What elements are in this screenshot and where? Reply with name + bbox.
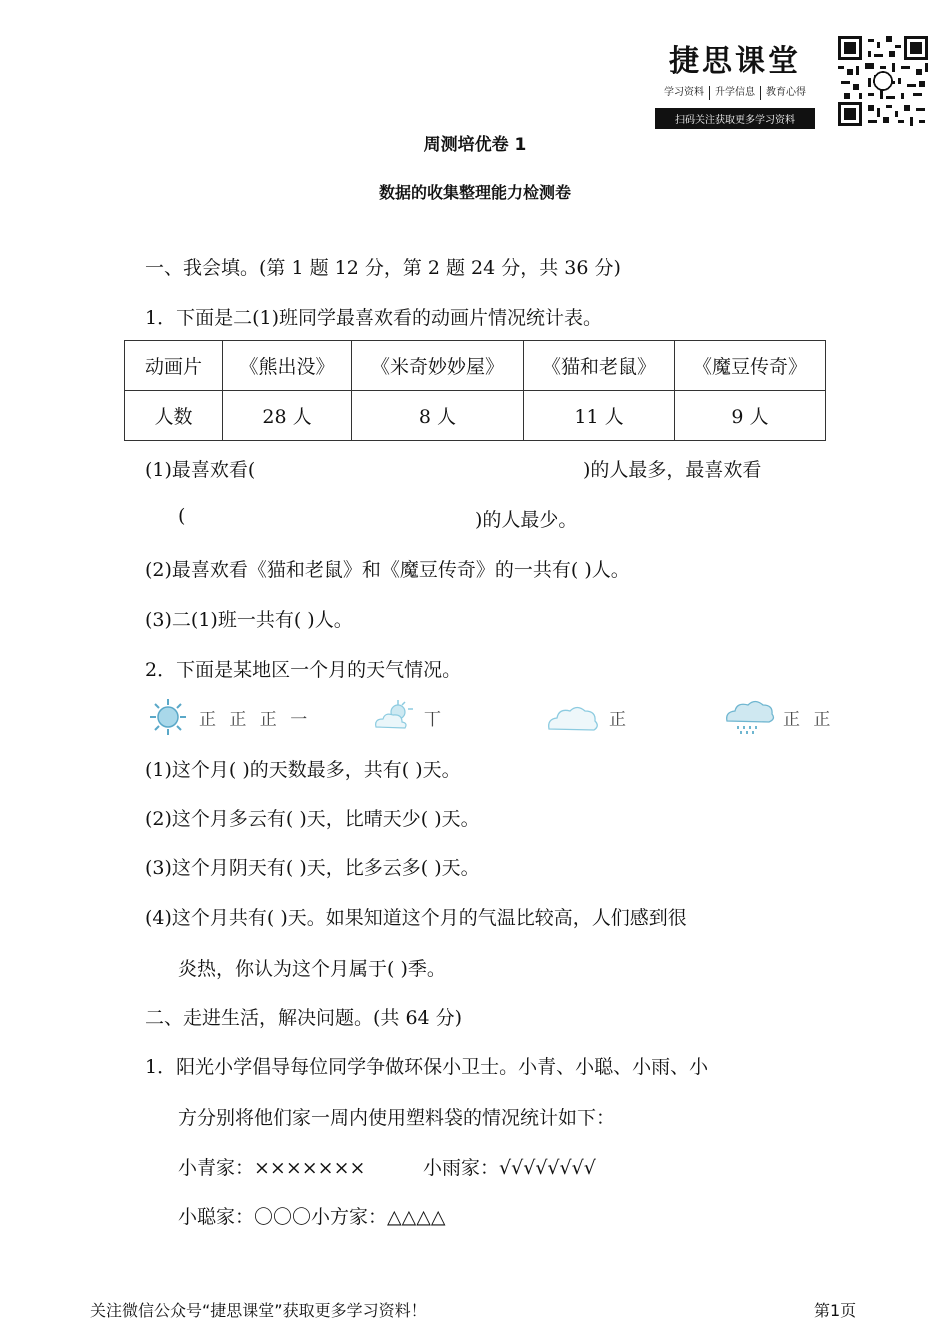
table-cell: 《猫和老鼠》 [524,341,675,391]
q1-part1-a: (1)最喜欢看( [145,459,256,481]
section2-heading: 二、走进生活，解决问题。(共 64 分) [145,1007,463,1029]
yu-family-record: 小雨家：√√√√√√√√ [423,1157,596,1179]
q2-part4-a: (4)这个月共有( )天。如果知道这个月的气温比较高，人们感到很 [145,907,687,929]
sunny-icon [145,697,191,737]
section1-heading: 一、我会填。(第 1 题 12 分，第 2 题 24 分，共 36 分) [145,257,621,279]
table-cell: 动画片 [125,341,223,391]
weather-item-partly-cloudy [370,697,445,737]
table-cell: 9 人 [675,391,826,441]
q1-part1-c: ( [178,505,186,527]
brand-block [655,36,815,129]
table-cell: 人数 [125,391,223,441]
brand-tag: 学习资料 [664,87,704,98]
table-cell: 《魔豆传奇》 [675,341,826,391]
table-row [125,341,826,391]
partly-cloudy-icon [370,697,416,737]
brand-tags [655,86,815,100]
q1-part2: (2)最喜欢看《猫和老鼠》和《魔豆传奇》的一共有( )人。 [145,559,630,581]
cong-fang-family-record: 小聪家：〇〇〇小方家：△△△△ [178,1206,446,1228]
tally-marks: 正 正 [783,709,835,730]
question2-stem: 2．下面是某地区一个月的天气情况。 [145,659,462,681]
qr-code-icon [838,36,928,126]
q1-part3: (3)二(1)班一共有( )人。 [145,609,353,631]
weather-item-sunny [145,697,311,737]
q2-part3: (3)这个月阴天有( )天，比多云多( )天。 [145,857,480,879]
q2-part1: (1)这个月( )的天数最多，共有( )天。 [145,759,461,781]
q2-part2: (2)这个月多云有( )天，比晴天少( )天。 [145,808,480,830]
q2-part4-b: 炎热，你认为这个月属于( )季。 [178,958,446,980]
q1-part1-d: )的人最少。 [475,509,578,531]
tally-marks: 正 正 正 一 [199,709,312,730]
footer-text: 关注微信公众号“捷思课堂”获取更多学习资料！ [90,1301,427,1320]
page-number: 第1页 [814,1301,857,1320]
brand-name: 捷思课堂 [669,44,801,79]
cloudy-icon [545,697,601,737]
rainy-icon [723,697,775,737]
brand-tag: 升学信息 [709,86,760,100]
qing-family-record: 小青家：××××××× [178,1157,366,1179]
weather-tally-row [145,697,845,741]
brand-tag: 教育心得 [760,86,811,100]
table-cell: 28 人 [223,391,352,441]
s2-q1-line2: 方分别将他们家一周内使用塑料袋的情况统计如下： [178,1107,616,1129]
weather-item-rainy [723,697,834,737]
page-title: 周测培优卷 1 [423,135,527,155]
table-cell: 8 人 [352,391,524,441]
question1-stem: 1．下面是二(1)班同学最喜欢看的动画片情况统计表。 [145,307,603,329]
table-cell: 11 人 [524,391,675,441]
cartoon-table [124,340,826,441]
table-cell: 《熊出没》 [223,341,352,391]
weather-item-cloudy [545,697,630,737]
scan-caption: 扫码关注获取更多学习资料 [655,108,815,129]
tally-marks: 正 [609,709,630,730]
table-row [125,391,826,441]
table-cell: 《米奇妙妙屋》 [352,341,524,391]
q1-part1-b: )的人最多，最喜欢看 [583,459,762,481]
tally-marks: 丅 [424,709,445,730]
s2-q1-line1: 1．阳光小学倡导每位同学争做环保小卫士。小青、小聪、小雨、小 [145,1056,709,1078]
page-subtitle: 数据的收集整理能力检测卷 [378,183,571,202]
